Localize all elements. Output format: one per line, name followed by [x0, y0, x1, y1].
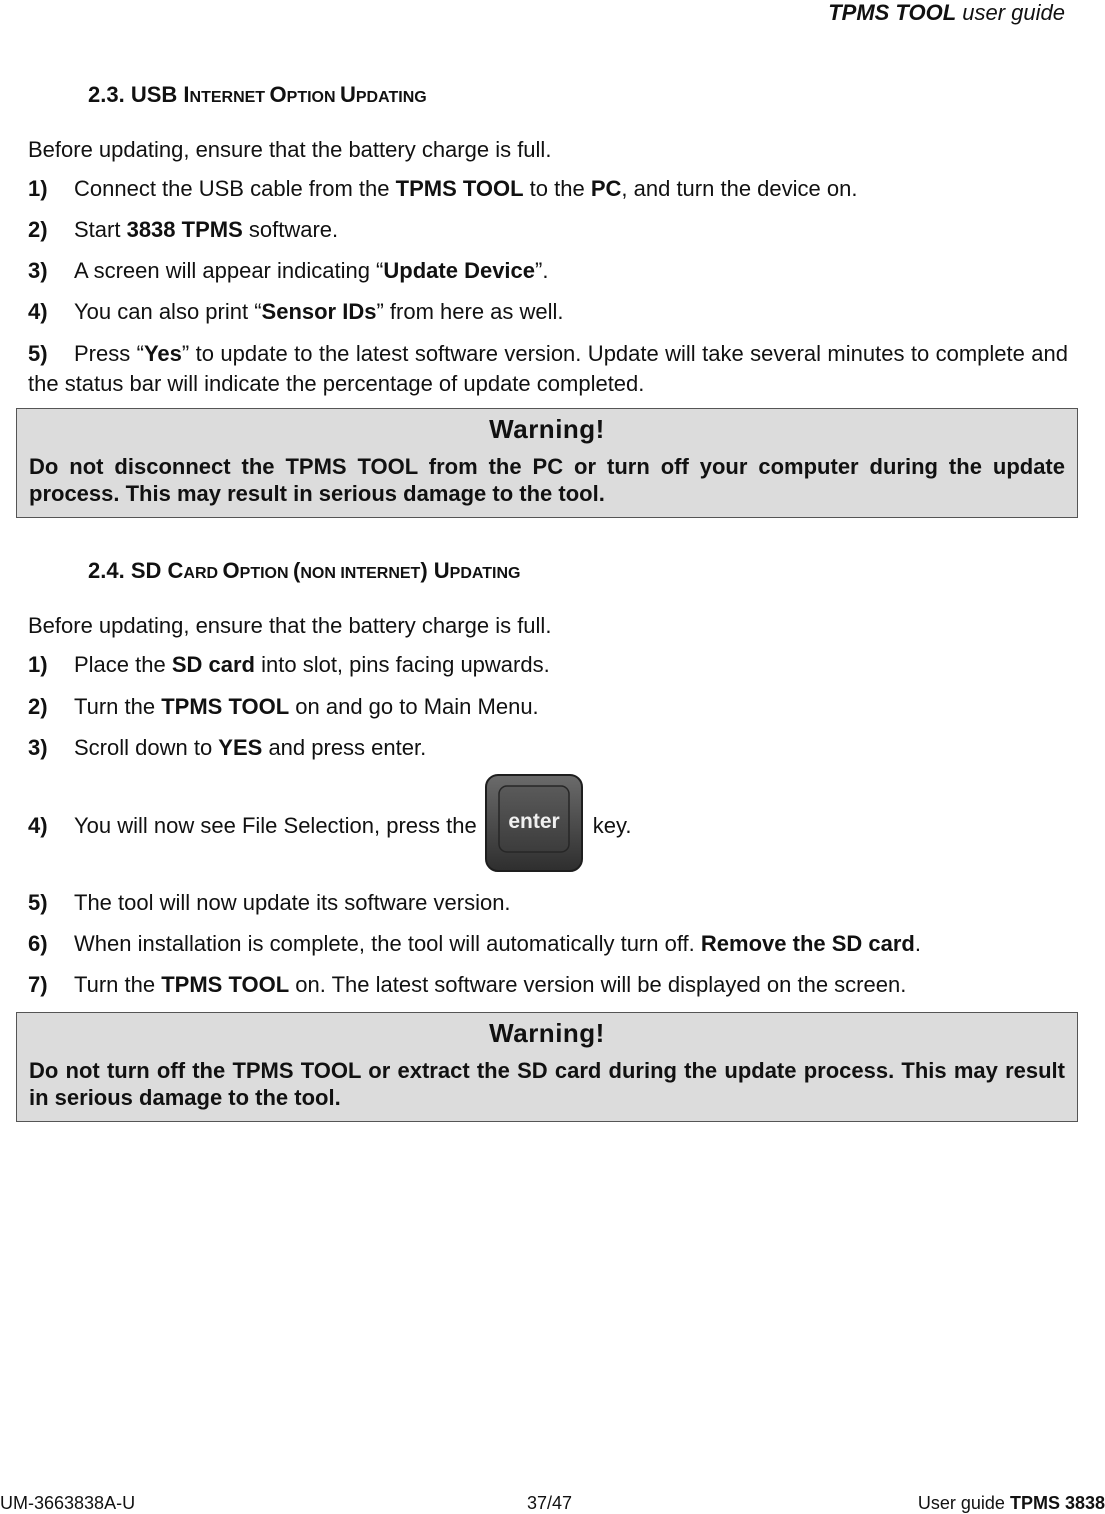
footer-doc-id: UM-3663838A-U — [0, 1493, 136, 1513]
warning-title: Warning! — [489, 414, 605, 444]
header-title-bold: TPMS TOOL — [828, 0, 957, 25]
list-item: 4) You will now see File Selection, press the enter key. — [28, 774, 1068, 878]
section-heading-usb: 2.3. USB INTERNET OPTION UPDATING — [88, 82, 427, 107]
intro-text: Before updating, ensure that the battery charge is full. — [28, 613, 552, 638]
list-item: 2) Turn the TPMS TOOL on and go to Main Menu. — [28, 694, 539, 719]
warning-title: Warning! — [489, 1018, 605, 1048]
page-header — [828, 0, 1065, 26]
list-item: 6) When installation is complete, the tool will automatically turn off. Remove the SD card. — [28, 931, 921, 956]
header-title-rest: user guide — [956, 0, 1065, 25]
footer-guide-title: User guide TPMS 3838 — [917, 1493, 1105, 1513]
list-item: 5) The tool will now update its software version. — [28, 890, 511, 915]
footer-page-number: 37/47 — [527, 1493, 573, 1513]
intro-text: Before updating, ensure that the battery charge is full. — [28, 137, 552, 162]
warning-box — [16, 408, 1078, 518]
warning-text: Do not disconnect the TPMS TOOL from the PC or turn off your computer during the update process. This may result in serious damage to the tool. — [29, 454, 1065, 506]
warning-box — [16, 1012, 1078, 1122]
list-item: 1) Connect the USB cable from the TPMS TOOL to the PC, and turn the device on. — [28, 176, 858, 201]
list-item: 1) Place the SD card into slot, pins facing upwards. — [28, 652, 550, 677]
warning-text: Do not turn off the TPMS TOOL or extract the SD card during the update process. This may result in serious damage to the tool. — [29, 1058, 1065, 1110]
list-item: 2) Start 3838 TPMS software. — [28, 217, 339, 242]
list-item: 7) Turn the TPMS TOOL on. The latest software version will be displayed on the screen. — [28, 972, 907, 997]
list-item: 3) Scroll down to YES and press enter. — [28, 735, 427, 760]
list-item: 3) A screen will appear indicating “Update Device”. — [28, 258, 549, 283]
section-heading-sd-card: 2.4. SD CARD OPTION (NON INTERNET) UPDATING — [88, 558, 521, 583]
svg-text:enter: enter — [508, 810, 560, 834]
list-item: 4) You can also print “Sensor IDs” from here as well. — [28, 299, 564, 324]
enter-key-icon — [485, 774, 583, 872]
list-item: 5) Press “Yes” to update to the latest software version. Update will take several minutes to complete and the status bar will indicate the percentage of update completed. — [28, 341, 1068, 396]
